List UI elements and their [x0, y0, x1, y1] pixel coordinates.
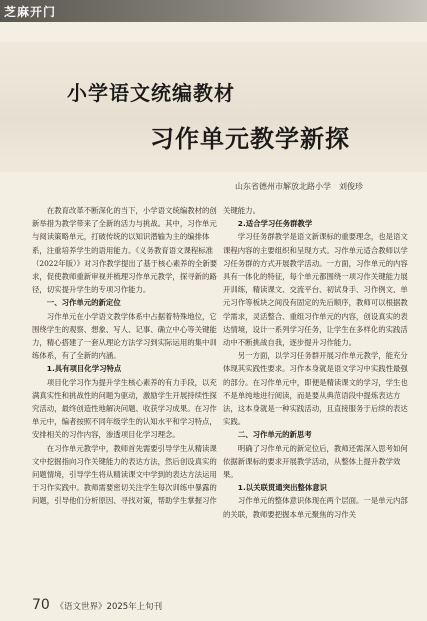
page-number: 70	[32, 597, 50, 613]
paragraph: 明确了习作单元的新定位后，教师还需深入思考如何依据新课标的要求开展教学活动，从整体上提升教学效果。	[223, 443, 408, 480]
page-footer	[32, 597, 162, 613]
journal-source: 《语文世界》2025年上旬刊	[55, 602, 163, 612]
article-title-line-2: 习作单元教学新探	[150, 125, 350, 153]
article-title-line-1: 小学语文统编教材	[67, 81, 235, 105]
section-heading-2: 二、习作单元的新思考	[237, 430, 312, 440]
paragraph: 习作单元的整体意识体现在两个层面。一是单元内部的关联，教师要把握本单元聚焦的习作关	[223, 496, 408, 519]
intro-paragraph: 在教育改革不断深化的当下，小学语文统编教材的创新举措为教学带来了全新的活力与挑战。其中，习作单元与阅读策略单元，打破传统的以知识潜输为主的编排体系，注重培养学生的语用能力。《义务教育语文课程标准（2022年版）》对习作教学提出了基于核心素养的全新要求，促使教师重新审视并梳理习作单元教学，探寻新的路径，切实提升学生的专项习作能力。	[32, 206, 218, 295]
subsection-heading-2-1: 1.以关联贯通突出整体意识	[237, 483, 328, 493]
paragraph: 习作单元在小学语文教学体系中占据着特殊地位，它围绕学生的观察、想象、写人、记事、确立中心等关键能力，精心搭建了一套从理论方法学习到实际运用的集中训练体系，有了全新的内涵。	[32, 311, 217, 361]
paragraph: 在习作单元教学中，教师首先需要引导学生从精读课文中挖掘指向习作关键能力的表达方法，然后创设真实的问题情境，引导学生将从精读课文中学到的表达方法运用于习作实践中。教师需要密切关注学生每次训练中暴露的问题，引导他们分析原因、寻找对策，帮助学生掌握习作	[32, 443, 217, 506]
paragraph-continuation: 关键能力。	[223, 206, 260, 215]
paragraph: 项目化学习作为提升学生核心素养的有力手段，以充满真实性和挑战性的问题为驱动，激励学生开展持续性探究活动，最终创造性地解决问题、收获学习成果。在习作单元中，编者按照不同年级学生的认知水平和学习特点，安排相关的习作内容，渗透项目化学习理念。	[32, 377, 217, 440]
column-name: 芝麻开门	[4, 5, 57, 19]
author-byline: 山东省德州市解放北路小学 刘俊珍	[235, 182, 363, 191]
body-left-column	[32, 204, 220, 508]
column-header-bar	[0, 0, 427, 22]
body-right-column	[223, 204, 411, 521]
subsection-heading-1-1: 1.具有项目化学习特点	[46, 364, 122, 374]
section-heading-1: 一、习作单元的新定位	[46, 298, 121, 308]
paragraph: 学习任务群教学是语文新课标的重要理念，也是语文课程内容的主要组织和呈现方式。习作单元适合教师以学习任务群的方式开展教学活动。一方面，习作单元的内容具有一体化的特征，每个单元都围绕一项习作关键能力展开训练，精读课文、交流平台、初试身手、习作例文、单元习作等板块之间没有固定的先后顺序，教师可以根据教学需求，灵活整合、重组习作单元的内容，创设真实的表达情境，设计一系列学习任务，让学生在多样化的实践活动中不断挑战自我，逐步提升习作能力。	[223, 232, 408, 348]
subsection-heading-1-2: 2.适合学习任务群教学	[237, 219, 313, 229]
paragraph: 另一方面，以学习任务群开展习作单元教学，能充分体现其实践性要求。习作本身就是语文学习中实践性最强的部分。在习作单元中，即便是精读课文的学习，学生也不是单纯地进行阅读，而是要从典范语段中提炼表达方法，这本身就是一种实践活动，且直接服务于后续的表达实践。	[223, 351, 408, 427]
